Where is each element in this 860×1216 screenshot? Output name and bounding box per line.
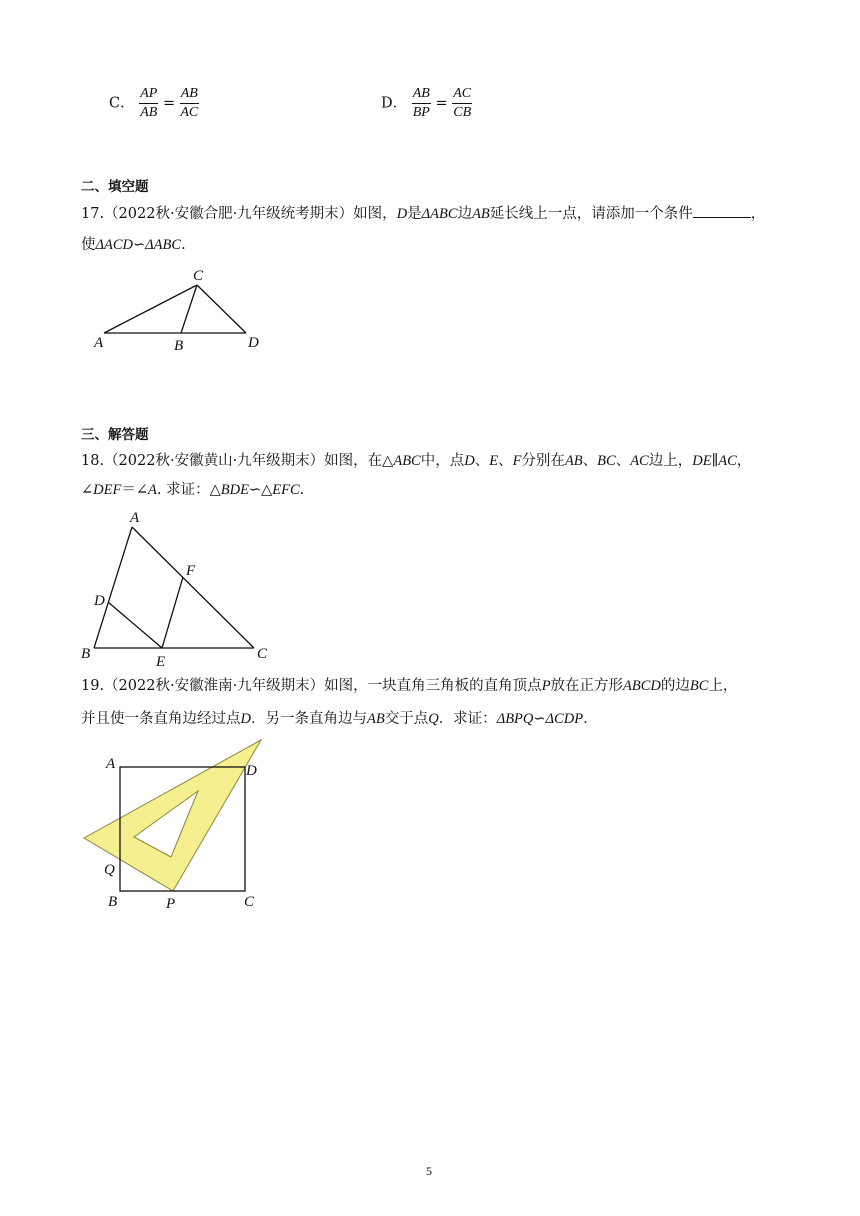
line-ac [132,527,254,648]
denominator: CB [453,105,472,120]
text: 是 [407,206,422,222]
question-19-line-1 [81,676,737,696]
math-var: AB [366,711,385,727]
text: 、 [498,453,513,469]
fraction [180,86,199,121]
text: 延长线上一点，请添加一个条件 [489,206,693,222]
math-var: P [541,678,551,694]
fraction [412,86,431,121]
point-label-d: D [248,335,259,351]
equals-sign: = [162,95,176,112]
denominator: AB [140,105,158,120]
math-var: BDE [220,482,249,498]
math-var: D [240,711,251,727]
text: 边上， [648,453,693,469]
option-d-label: D． [381,95,408,112]
page-number: 5 [426,1164,432,1178]
math-var: EFC [272,482,300,498]
point-label-b: B [174,338,184,354]
question-18-figure [76,505,276,670]
equals-sign: = [435,95,448,112]
point-label-e: E [156,654,166,670]
text: . 求证：△ [156,482,221,498]
math-var: ABCD [623,678,661,694]
line-cd [197,285,246,333]
question-18-line-2 [81,480,304,500]
math-var: BC [597,453,616,469]
math-var: DEF [93,482,122,498]
math-var: D [464,453,475,469]
numerator: AB [180,86,199,104]
point-label-d: D [246,763,257,779]
math-var: E [489,453,499,469]
text: ， [750,206,766,222]
text: 的边 [660,678,690,694]
question-17-figure [86,265,276,355]
text: 边 [457,206,473,222]
math-var: ΔACD [95,237,134,253]
fraction [452,86,472,121]
math-var: AC [718,453,737,469]
fraction [139,86,158,121]
point-label-a: A [106,756,116,772]
line-ef [162,577,183,648]
point-label-b: B [81,646,91,662]
numerator: AB [412,86,431,104]
numerator: AP [139,86,158,104]
math-var: DE [692,453,712,469]
text: ＝∠ [121,482,148,498]
denominator: BP [412,105,430,120]
text: 18.（2022秋·安徽黄山·九年级期末）如图，在△ [81,453,394,469]
angle-symbol: ∠ [81,482,94,498]
text: ， [736,453,752,469]
text: 、 [474,453,490,469]
math-var: ΔBPQ [496,711,534,727]
text: ．求证： [438,711,497,727]
text: 使 [81,237,96,253]
text: 中，点 [420,453,465,469]
question-17-line-1 [81,203,765,224]
math-var: AC [630,453,649,469]
denominator: AC [180,105,199,120]
question-17-line-2 [81,235,186,255]
numerator: AC [452,86,472,104]
point-label-p: P [166,896,176,912]
text: 17.（2022秋·安徽合肥·九年级统考期末）如图， [81,206,397,222]
math-var: F [512,453,522,469]
point-label-q: Q [104,862,115,878]
line-de [108,602,162,648]
point-label-c: C [193,268,204,284]
text: 分别在 [521,453,565,469]
similar-symbol: ∽ [533,711,546,727]
option-c [109,86,199,121]
text: ∽△ [248,482,273,498]
text: 、 [615,453,631,469]
point-label-b: B [108,894,118,910]
question-18-line-1 [81,451,751,471]
line-ab [94,527,132,648]
text: 上， [708,678,738,694]
math-var: ΔABC [145,237,182,253]
option-d [381,86,472,121]
text: . [299,482,305,498]
point-label-a: A [130,510,140,526]
similar-symbol: ∽ [133,237,146,253]
section-heading-fill-blank: 二、填空题 [81,179,149,195]
math-var: ΔABC [421,206,458,222]
text: 放在正方形 [550,678,624,694]
text: ．另一条直角边与 [250,711,367,727]
math-var: BC [689,678,709,694]
math-var: A [148,482,157,498]
text: 、 [582,453,598,469]
section-heading-answer: 三、解答题 [81,427,149,443]
option-c-label: C． [109,95,135,112]
text: ． [583,711,598,727]
text: 交于点 [384,711,429,727]
question-19-figure [78,735,278,915]
point-label-d: D [94,593,105,609]
question-19-line-2 [81,709,598,729]
math-var: AB [472,206,490,222]
math-var: AB [564,453,583,469]
text: . [181,237,186,253]
math-var: ABC [393,453,421,469]
math-var: D [396,206,408,222]
parallel-symbol: ∥ [711,453,719,469]
answer-blank[interactable] [693,203,751,218]
point-label-c: C [257,646,268,662]
text: 19.（2022秋·安徽淮南·九年级期末）如图，一块直角三角板的直角顶点 [81,678,542,694]
text: 并且使一条直角边经过点 [81,711,241,727]
point-label-c: C [244,894,255,910]
math-var: ΔCDP [545,711,584,727]
point-label-a: A [94,335,104,351]
point-label-f: F [186,563,196,579]
math-var: Q [428,711,439,727]
